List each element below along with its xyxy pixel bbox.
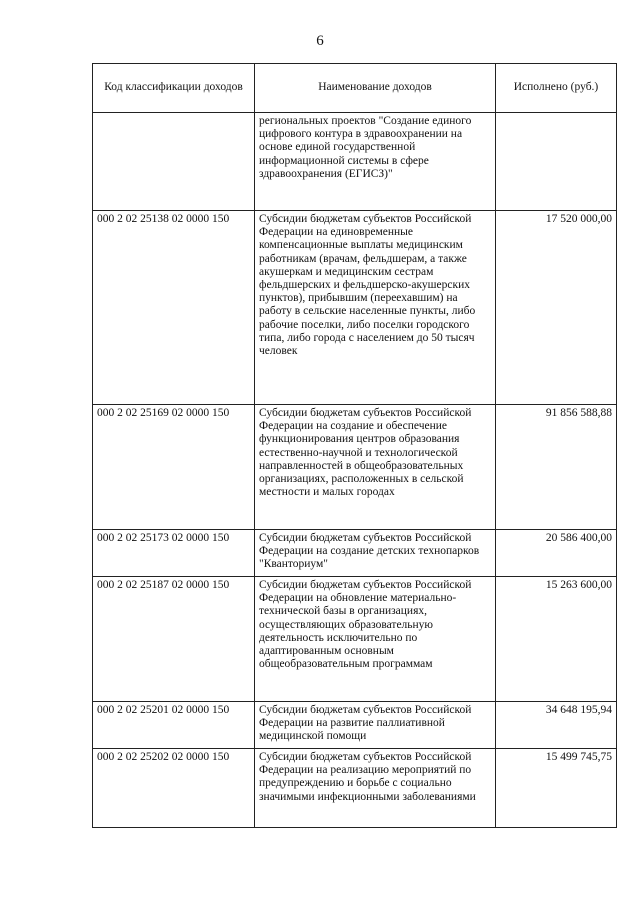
table-row (93, 405, 617, 530)
income-name-cell: Субсидии бюджетам субъектов Российской Федерации на создание детских технопарков "Кванториум" (255, 530, 496, 577)
executed-amount-cell: 34 648 195,94 (496, 702, 617, 749)
income-table (92, 63, 617, 828)
income-code-cell: 000 2 02 25202 02 0000 150 (93, 749, 255, 828)
header-executed-amount: Исполнено (руб.) (496, 64, 617, 113)
income-name-cell: региональных проектов "Создание единого цифрового контура в здравоохранении на основе единой государственной информационной системы в сфере здравоохранения (ЕГИСЗ)" (255, 113, 496, 211)
income-code-cell: 000 2 02 25173 02 0000 150 (93, 530, 255, 577)
income-name-cell: Субсидии бюджетам субъектов Российской Федерации на обновление материально-технической базы в организациях, осуществляющих образовательную деятельность исключительно по адаптированным основным общеобразовательным программам (255, 577, 496, 702)
income-code-cell: 000 2 02 25138 02 0000 150 (93, 211, 255, 405)
income-name-cell: Субсидии бюджетам субъектов Российской Федерации на единовременные компенсационные выплаты медицинским работникам (врачам, фельдшерам, а также акушеркам и медицинским сестрам фельдшерских и фельдшерско-акушерских пунктов), прибывшим (переехавшим) на работу в сельские населенные пункты, либо рабочие поселки, либо поселки городского типа, либо города с населением до 50 тысяч человек (255, 211, 496, 405)
income-code-cell: 000 2 02 25201 02 0000 150 (93, 702, 255, 749)
income-name-cell: Субсидии бюджетам субъектов Российской Федерации на создание и обеспечение функционирования центров образования естественно-научной и технологической направленностей в общеобразовательных организациях, расположенных в сельской местности и малых городах (255, 405, 496, 530)
table-header-row (93, 64, 617, 113)
income-name-cell: Субсидии бюджетам субъектов Российской Федерации на реализацию мероприятий по предупреждению и борьбе с социально значимыми инфекционными заболеваниями (255, 749, 496, 828)
income-name-cell: Субсидии бюджетам субъектов Российской Федерации на развитие паллиативной медицинской помощи (255, 702, 496, 749)
header-income-code: Код классификации доходов (93, 64, 255, 113)
executed-amount-cell (496, 113, 617, 211)
table-row (93, 749, 617, 828)
income-code-cell: 000 2 02 25187 02 0000 150 (93, 577, 255, 702)
table-row (93, 577, 617, 702)
income-code-cell (93, 113, 255, 211)
executed-amount-cell: 17 520 000,00 (496, 211, 617, 405)
executed-amount-cell: 91 856 588,88 (496, 405, 617, 530)
income-code-cell: 000 2 02 25169 02 0000 150 (93, 405, 255, 530)
table-row (93, 113, 617, 211)
table-row (93, 702, 617, 749)
header-income-name: Наименование доходов (255, 64, 496, 113)
executed-amount-cell: 15 263 600,00 (496, 577, 617, 702)
page-number: 6 (316, 33, 324, 49)
table-row (93, 530, 617, 577)
table-row (93, 211, 617, 405)
executed-amount-cell: 20 586 400,00 (496, 530, 617, 577)
executed-amount-cell: 15 499 745,75 (496, 749, 617, 828)
